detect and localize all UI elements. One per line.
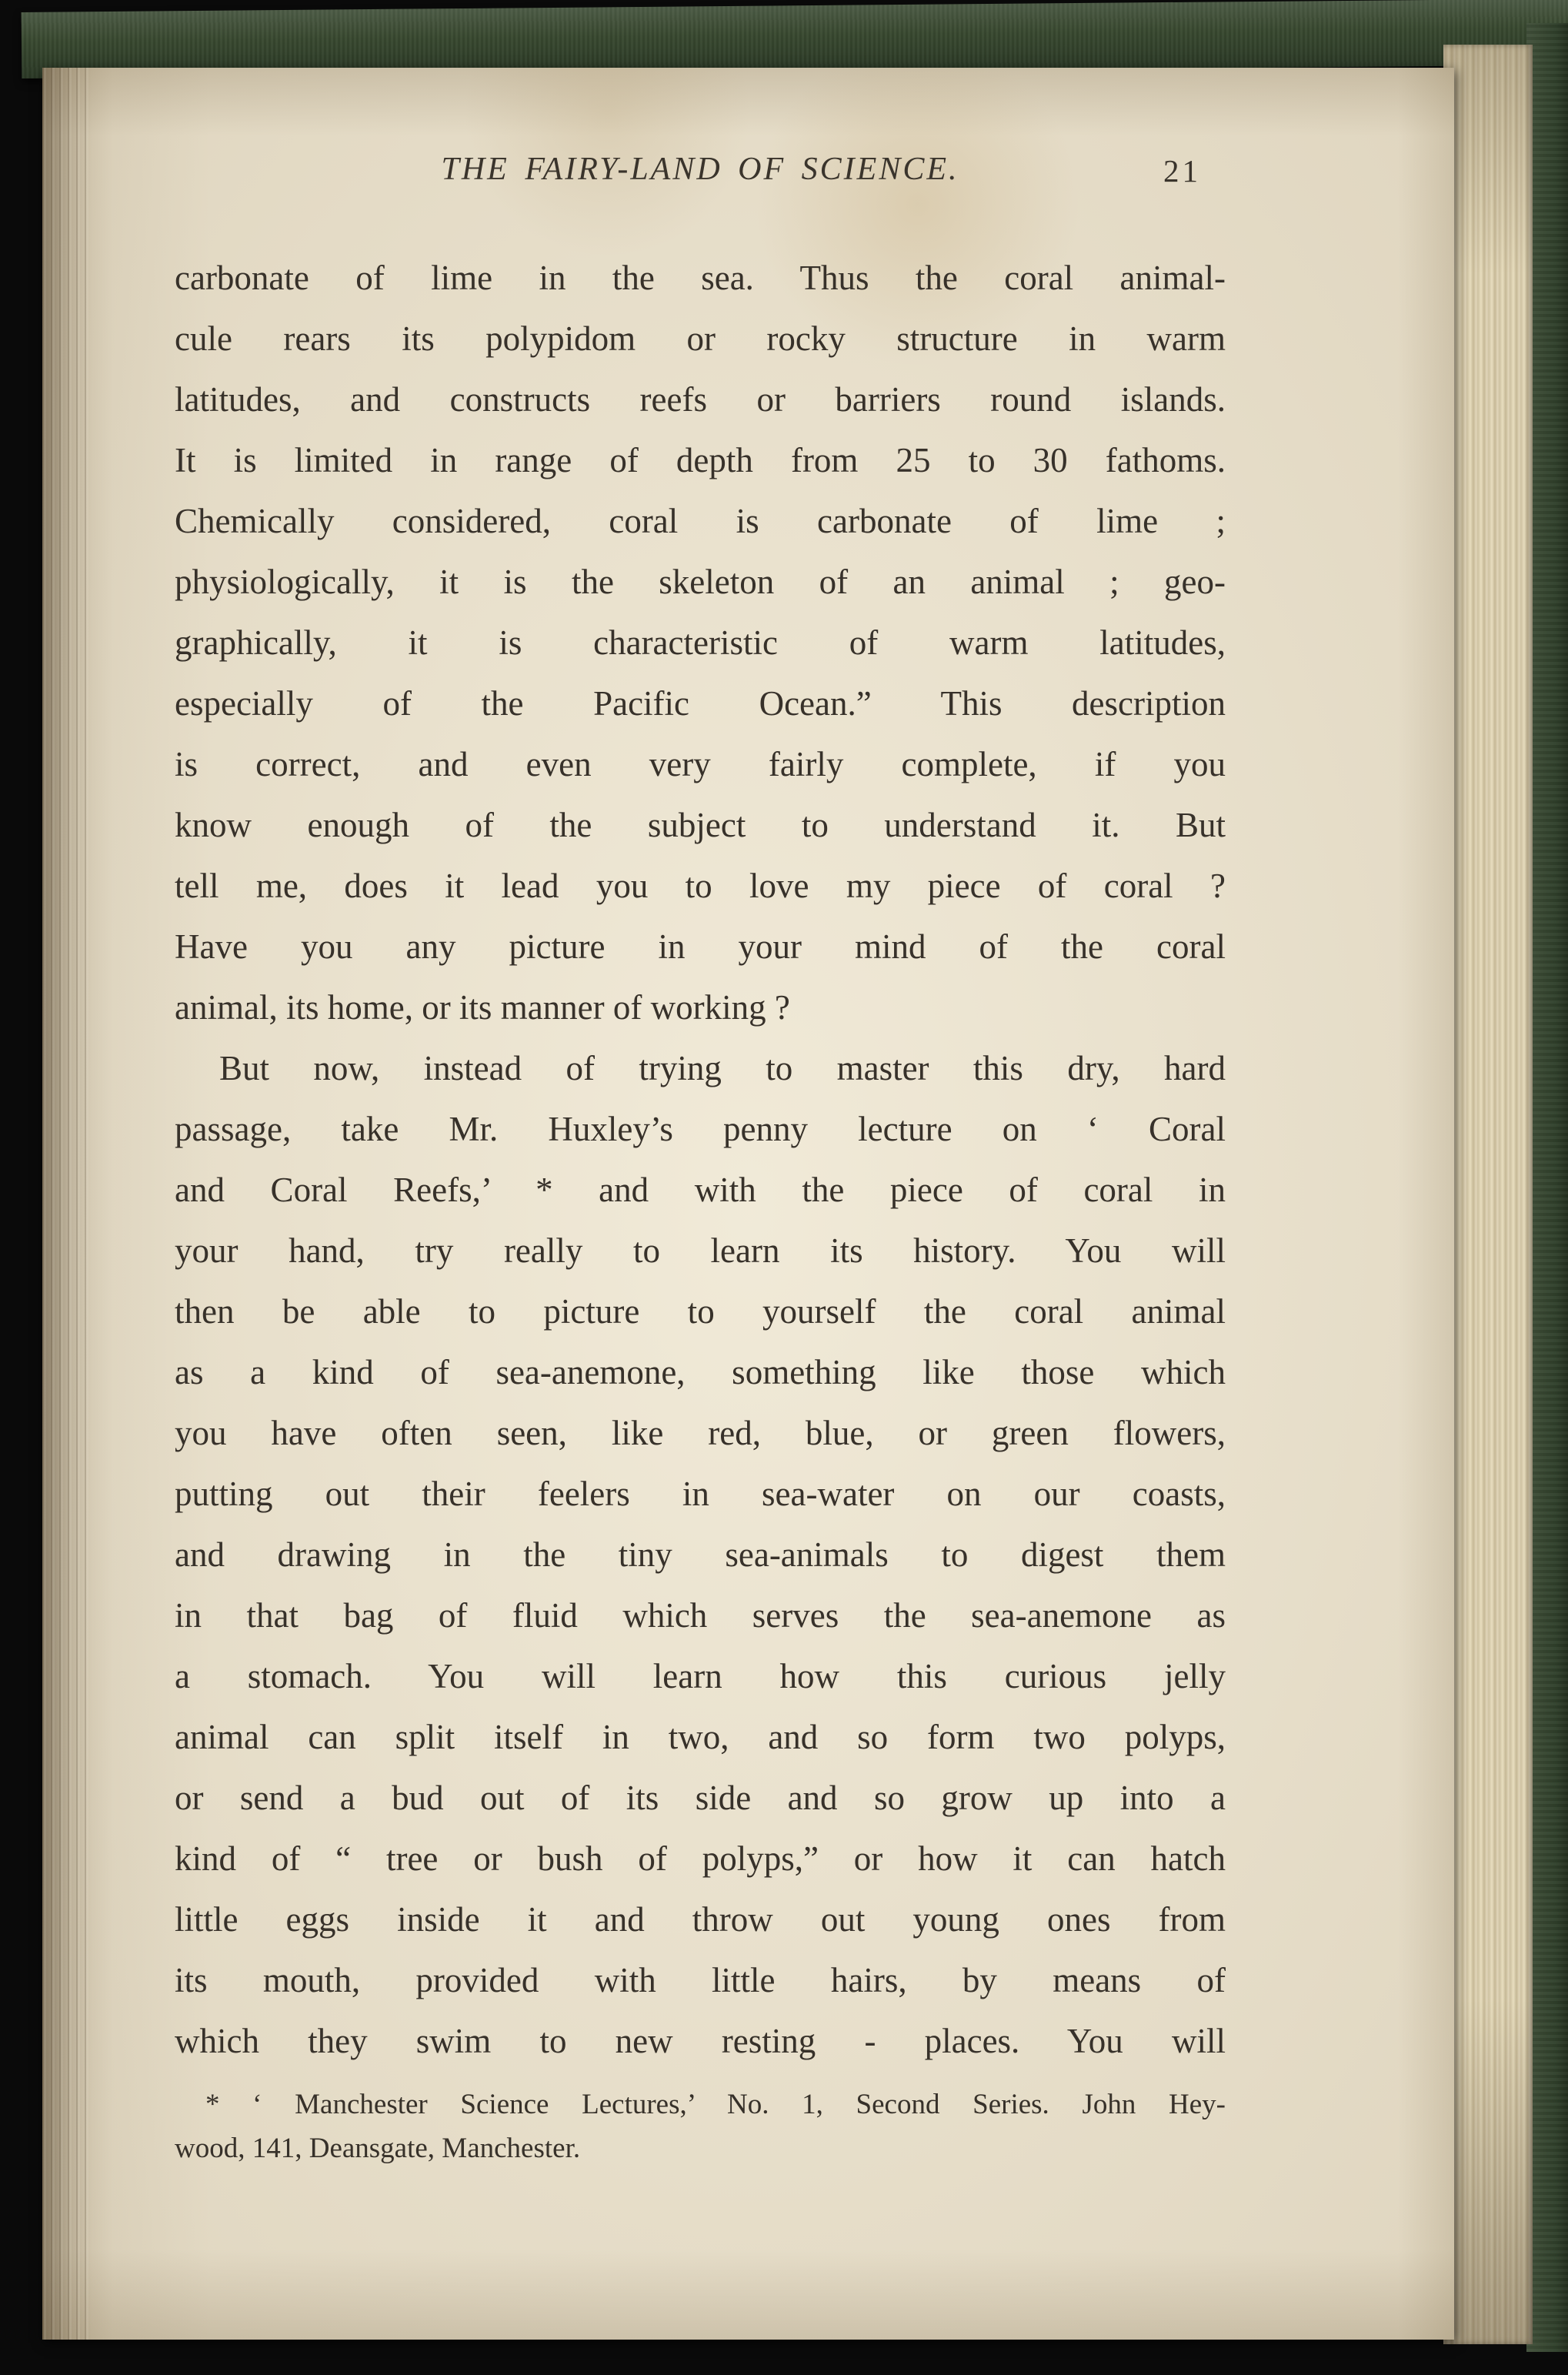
text-line: animal, its home, or its manner of working ? [175,988,790,1027]
text-line: animal can split itself in two, and so form two polyps, [175,1718,1226,1756]
text-line: know enough of the subject to understand it. But [175,806,1226,844]
text-line: tell me, does it lead you to love my piece of coral ? [175,867,1226,905]
running-title: THE FAIRY-LAND OF SCIENCE. [441,152,959,187]
text-line: graphically, it is characteristic of warm latitudes, [175,623,1226,662]
paragraph [175,1038,1226,2072]
text-line: is correct, and even very fairly complete, if you [175,745,1226,783]
paragraph [175,248,1226,1038]
book-page [42,68,1454,2340]
text-line: and Coral Reefs,’ * and with the piece of coral in [175,1171,1226,1209]
text-line: a stomach. You will learn how this curious jelly [175,1657,1226,1695]
text-line: you have often seen, like red, blue, or green flowers, [175,1414,1226,1452]
text-line: Chemically considered, coral is carbonate of lime ; [175,502,1226,540]
text-line: as a kind of sea-anemone, something like those which [175,1353,1226,1391]
text-line: little eggs inside it and throw out young ones from [175,1900,1226,1939]
footnote [175,2083,1226,2170]
page-content [175,151,1226,2170]
text-line: in that bag of fluid which serves the sea-anemone as [175,1596,1226,1635]
text-line: passage, take Mr. Huxley’s penny lecture on ‘ Coral [175,1110,1226,1148]
page-header [175,151,1226,200]
text-line: wood, 141, Deansgate, Manchester. [175,2133,581,2164]
text-line: or send a bud out of its side and so grow up into a [175,1779,1226,1817]
page-number: 21 [1163,153,1201,189]
text-line: * ‘ Manchester Science Lectures,’ No. 1, Second Series. John Hey- [205,2089,1226,2120]
text-line: physiologically, it is the skeleton of an animal ; geo- [175,563,1226,601]
text-line: But now, instead of trying to master this dry, hard [219,1049,1226,1087]
text-line: then be able to picture to yourself the coral animal [175,1292,1226,1331]
page-body [175,248,1226,2072]
text-line: especially of the Pacific Ocean.” This description [175,684,1226,723]
text-line: which they swim to new resting - places. You will [175,2022,1226,2060]
book-cover-top-edge [22,0,1568,78]
text-line: and drawing in the tiny sea-animals to digest them [175,1535,1226,1574]
page-stack-edges [1443,45,1533,2344]
book-cover-right-edge [1526,23,1568,2352]
text-line: carbonate of lime in the sea. Thus the coral animal- [175,259,1226,297]
text-line: kind of “ tree or bush of polyps,” or how it can hatch [175,1839,1226,1878]
text-line: It is limited in range of depth from 25 to 30 fathoms. [175,441,1226,479]
text-line: Have you any picture in your mind of the coral [175,927,1226,966]
text-line: putting out their feelers in sea-water on our coasts, [175,1475,1226,1513]
text-line: its mouth, provided with little hairs, by means of [175,1961,1226,1999]
text-line: cule rears its polypidom or rocky structure in warm [175,319,1226,358]
text-line: your hand, try really to learn its history. You will [175,1231,1226,1270]
text-line: latitudes, and constructs reefs or barriers round islands. [175,380,1226,419]
